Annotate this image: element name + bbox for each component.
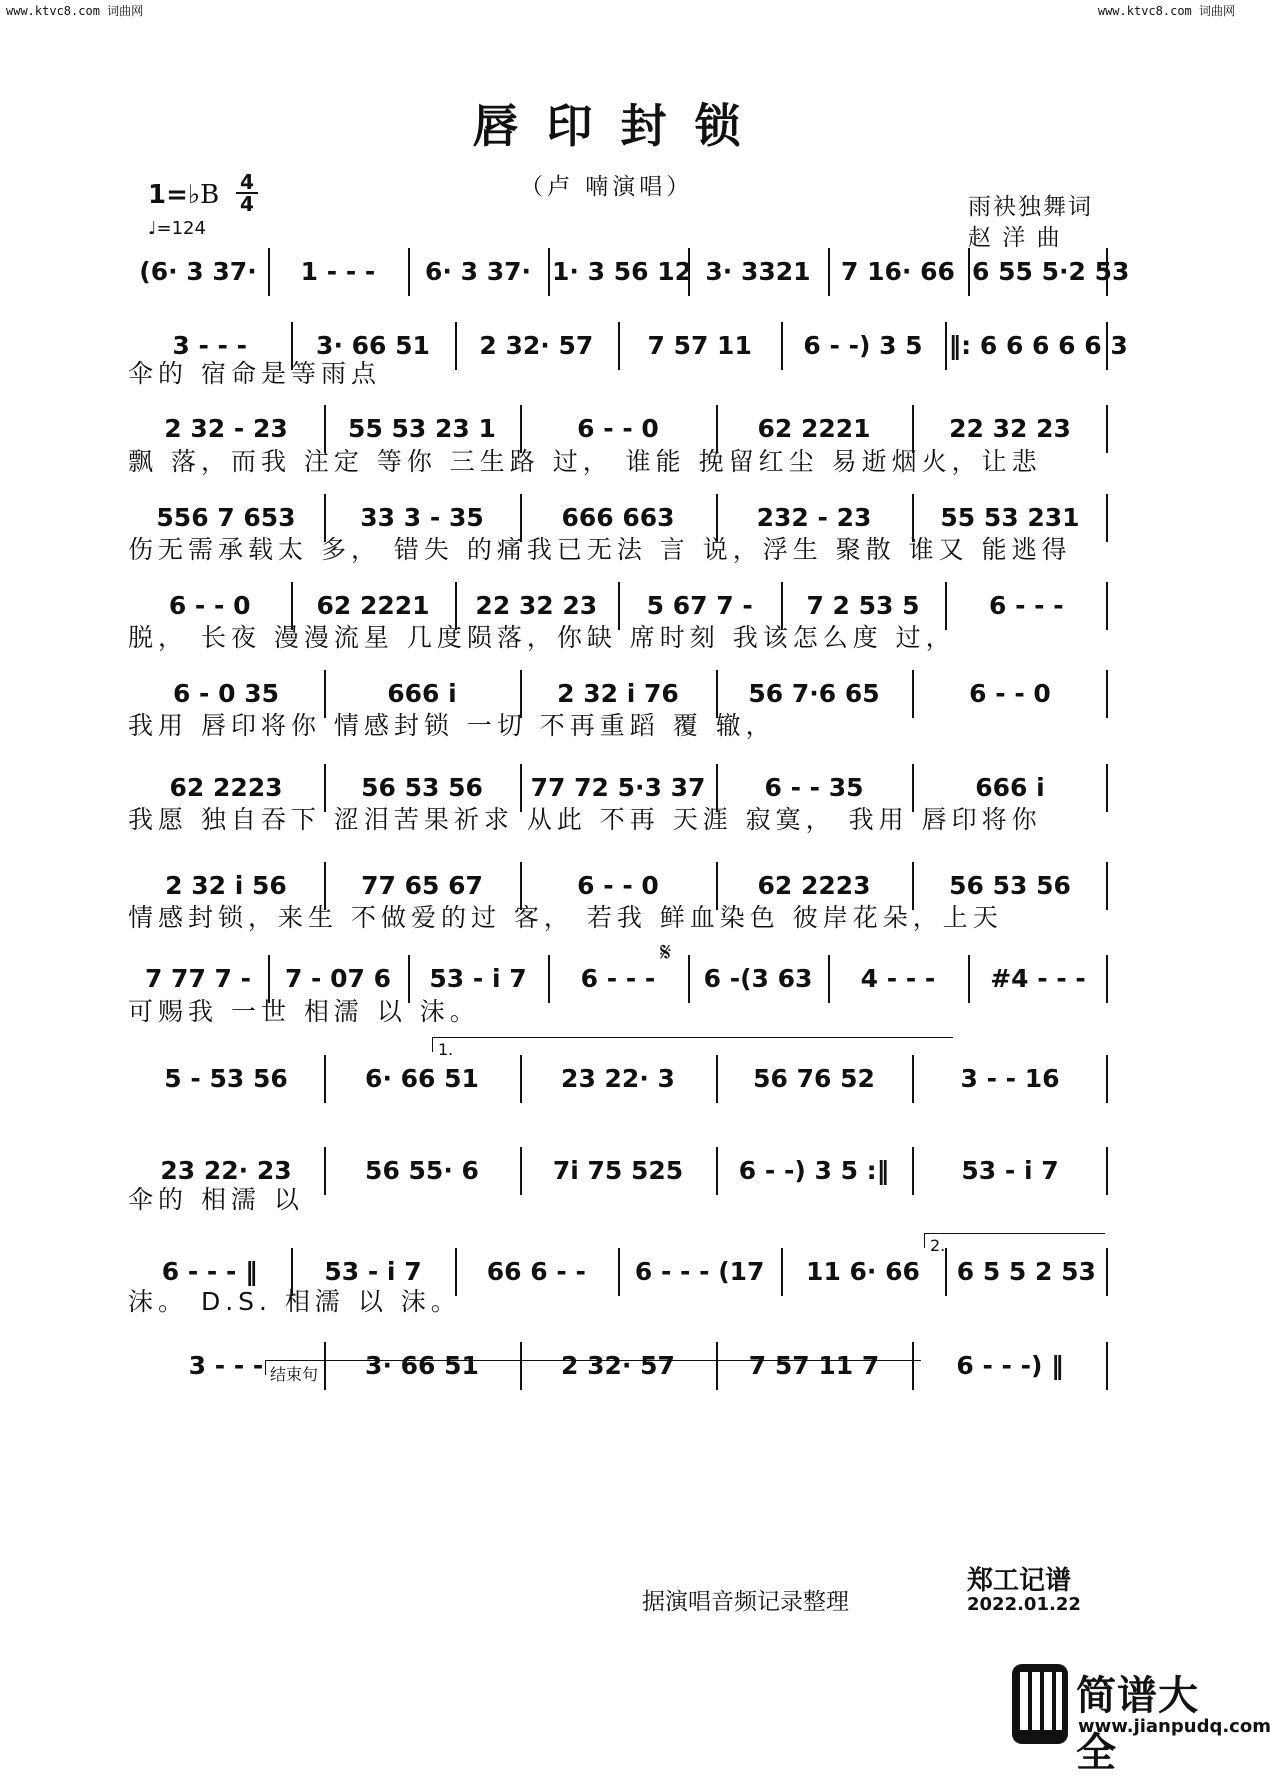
measure: 3 - - - [188,1350,264,1380]
measure: 55 53 231 [940,502,1080,532]
measure: 3· 66 51 [365,1350,479,1380]
measure: 23 22· 3 [561,1063,675,1093]
logo-brand: 简谱大全 [1076,1673,1199,1776]
measure: 3 - - - [172,330,247,360]
site-watermark-left: www.ktvc8.com 词曲网 [6,4,144,18]
measure: 1· 3 56 12 [552,256,692,286]
measure: 6· 3 37· [425,256,531,286]
measure: 53 - i 7 [429,963,527,993]
measure: 6 - - 0 [168,590,251,620]
barline [268,248,270,296]
measure: 6 5 5 2 53 [956,1256,1096,1286]
barline [688,248,690,296]
measure: 6 - - - [580,963,656,993]
measure: 666 i [975,772,1045,802]
measure: 232 - 23 [756,502,872,532]
segno-mark: 𝄋 [660,938,672,968]
measure: 56 76 52 [753,1063,875,1093]
time-signature: 4 4 [236,172,258,214]
volta-1-label: 1. [438,1040,454,1059]
barline [968,248,970,296]
measure: 33 3 - 35 [360,502,484,532]
measure: 4 - - - [860,963,936,993]
lyric-line: 伞的 相濡 以 [128,1185,304,1214]
measure: 7 2 53 5 [806,590,920,620]
measure: 62 2221 [757,413,871,443]
piano-icon [1010,1662,1070,1746]
measure: 6 55 5·2 53 [972,256,1130,286]
lyric-line: 飘 落，而我 注定 等你 三生路 过， 谁能 挽留红尘 易逝烟火，让悲 [128,447,1042,476]
measure: 6 - -) 3 5 :‖ [738,1155,890,1185]
volta-1-bracket [432,1037,953,1052]
measure: 1 - - - [300,256,376,286]
measure: 7 16· 66 [841,256,955,286]
recorder-name: 郑工记谱 [967,1566,1072,1596]
measure: 6· 66 51 [365,1063,479,1093]
measure: 6 - - - (17 [634,1256,765,1286]
score-line [128,248,1130,292]
measure: 7 - 07 6 [284,963,392,993]
lyric-line: 情感封锁，来生 不做爱的过 客， 若我 鲜血染色 彼岸花朵，上天 [128,903,1003,932]
ending-bracket [265,1360,921,1375]
measure: 6 -(3 63 [703,963,813,993]
measure: 6 - - 0 [577,413,659,443]
barline [548,248,550,296]
volta-2-bracket [924,1233,1105,1248]
measure: 56 7·6 65 [748,678,880,708]
measure: 77 65 67 [361,870,483,900]
measure: ‖: 6 6 6 6 6 3 [948,330,1128,360]
logo-url: www.jianpudq.com [1078,1716,1271,1737]
measure: 6 - - 35 [764,772,864,802]
measure: #4 - - - [990,963,1086,993]
measure: 22 32 23 [475,590,598,620]
barline [912,1055,914,1103]
credits [968,192,1093,254]
measure: 56 53 56 [361,772,483,802]
measure: 6 - - -) ‖ [956,1350,1064,1380]
barline [828,248,830,296]
measure: 6 - - - [989,590,1064,620]
site-logo [1010,1658,1271,1776]
site-watermark-right: www.ktvc8.com 词曲网 [1097,4,1235,18]
measure: 2 32 i 76 [557,678,679,708]
measure: 666 i [387,678,457,708]
barline [408,248,410,296]
measure: 3· 3321 [705,256,811,286]
barline [1106,1342,1108,1390]
measure: 56 55· 6 [365,1155,479,1185]
measure: 6 - - 0 [577,870,659,900]
lyric-line: 我用 唇印将你 情感封锁 一切 不再重蹈 覆 辙， [128,711,776,740]
lyric-line: 可赐我 一世 相濡 以 沫。 [128,997,480,1026]
key-signature: 1=♭B [148,180,220,210]
measure: 2 32· 57 [561,1350,675,1380]
measure: 7 77 7 - [144,963,252,993]
measure: 11 6· 66 [806,1256,920,1286]
measure: 66 6 - - [486,1256,586,1286]
measure: 6 - 0 35 [172,678,280,708]
measure: 2 32 - 23 [164,413,288,443]
measure: 3 - - 16 [960,1063,1060,1093]
measure: 23 22· 23 [160,1155,292,1185]
tempo-marking: ♩=124 [148,218,206,239]
measure: 7 57 11 7 [748,1350,880,1380]
lyric-line: 伤无需承载太 多， 错失 的痛我已无法 言 说，浮生 聚散 谁又 能逃得 [128,535,1072,564]
measure: 5 67 7 - [646,590,753,620]
measure: 62 2223 [757,870,871,900]
measure: 53 - i 7 [961,1155,1059,1185]
lyric-line: 沫。 D.S. 相濡 以 沫。 [128,1287,461,1316]
barline [1106,248,1108,296]
measure: 55 53 23 1 [348,413,496,443]
measure: 6 - - 0 [969,678,1051,708]
barline [520,1055,522,1103]
barline [324,1055,326,1103]
barline [1106,1055,1108,1103]
measure: 56 53 56 [949,870,1071,900]
record-date: 2022.01.22 [967,1594,1081,1615]
measure: (6· 3 37· [139,256,257,286]
measure: 77 72 5·3 37 [530,772,706,802]
composer: 赵 洋 曲 [968,225,1062,251]
barline [716,1055,718,1103]
measure: 7 57 11 [647,330,752,360]
measure: 6 - -) 3 5 [803,330,923,360]
lyric-line: 伞的 宿命是等雨点 [128,359,381,388]
lyricist: 雨袂独舞词 [968,194,1093,220]
measure: 2 32· 57 [479,330,594,360]
score-line [128,1055,1108,1099]
measure: 666 663 [561,502,675,532]
measure: 62 2223 [169,772,283,802]
transcription-note: 据演唱音频记录整理 [642,1589,849,1615]
measure: 556 7 653 [156,502,296,532]
measure: 62 2221 [316,590,430,620]
volta-2-label: 2. [930,1236,946,1255]
measure: 5 - 53 56 [164,1063,288,1093]
measure: 3· 66 51 [316,330,430,360]
ending-label: 结束句 [270,1365,319,1384]
song-title: 唇印封锁 [472,99,769,153]
lyric-line: 我愿 独自吞下 涩泪苦果祈求 从此 不再 天涯 寂寞， 我用 唇印将你 [128,805,1042,834]
measure: 22 32 23 [949,413,1071,443]
singer-credit: （卢 喃演唱） [520,174,694,200]
measure: 53 - i 7 [324,1256,422,1286]
measure: 6 - - - ‖ [161,1256,258,1286]
lyric-line: 脱， 长夜 漫漫流星 几度陨落，你缺 席时刻 我该怎么度 过， [128,623,956,652]
measure: 2 32 i 56 [165,870,287,900]
measure: 7i 75 525 [552,1155,684,1185]
